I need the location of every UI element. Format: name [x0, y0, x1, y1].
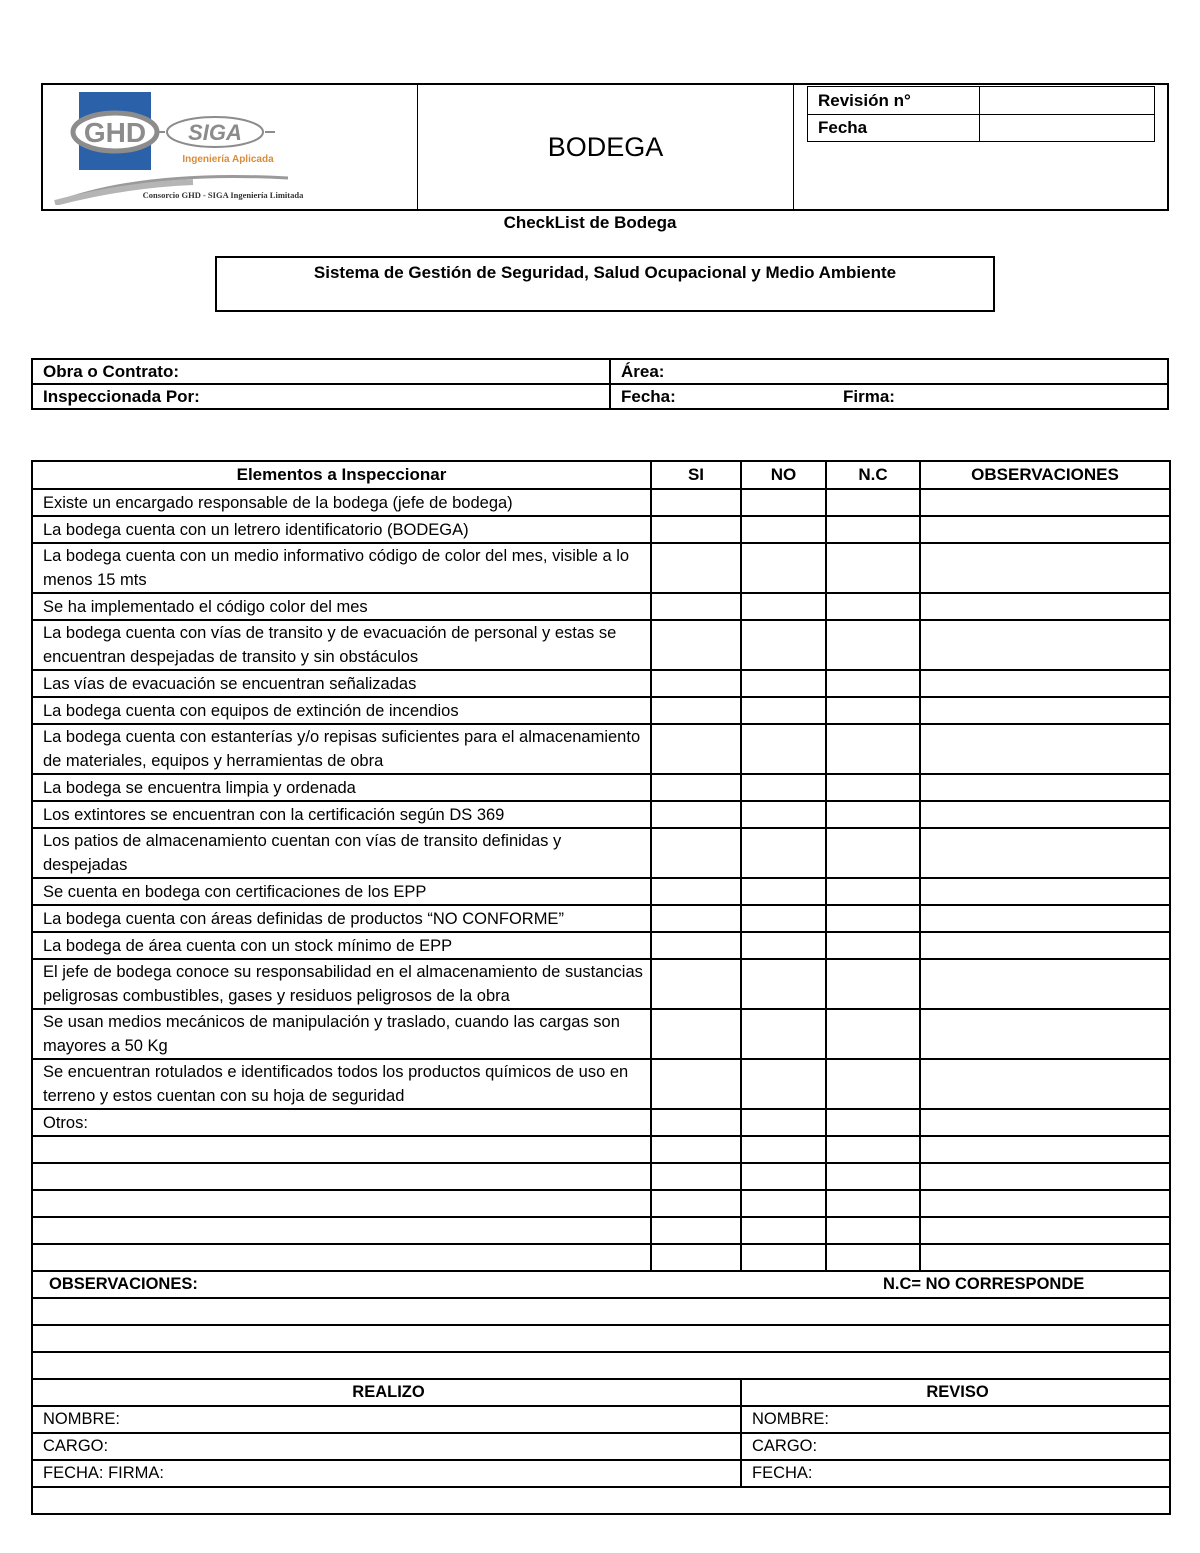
blank-cell[interactable] [741, 1244, 826, 1271]
nc-cell[interactable] [826, 1059, 920, 1109]
signature-blank-cell[interactable] [32, 1487, 1170, 1514]
blank-cell[interactable] [826, 1190, 920, 1217]
si-cell[interactable] [651, 878, 741, 905]
blank-row [32, 1217, 1170, 1244]
no-cell[interactable] [741, 1009, 826, 1059]
observaciones-cell[interactable] [920, 801, 1170, 828]
inspection-item: Se encuentran rotulados e identificados todos los productos químicos de uso en terreno y estos cuentan con su hoja de seguridad [32, 1059, 651, 1109]
si-cell[interactable] [651, 724, 741, 774]
blank-cell[interactable] [741, 1136, 826, 1163]
observaciones-cell[interactable] [920, 905, 1170, 932]
blank-cell[interactable] [651, 1163, 741, 1190]
blank-cell[interactable] [32, 1136, 651, 1163]
inspection-item: La bodega cuenta con estanterías y/o repisas suficientes para el almacenamiento de materiales, equipos y herramientas de obra [32, 724, 651, 774]
si-cell[interactable] [651, 697, 741, 724]
document-header [41, 83, 1169, 211]
no-cell[interactable] [741, 828, 826, 878]
observaciones-cell[interactable] [920, 593, 1170, 620]
inspeccionada-field[interactable]: Inspeccionada Por: [32, 384, 610, 409]
nc-note: N.C= NO CORRESPONDE [883, 1275, 1085, 1293]
no-cell[interactable] [741, 724, 826, 774]
si-cell[interactable] [651, 1009, 741, 1059]
observaciones-input[interactable] [32, 1325, 1170, 1352]
no-cell[interactable] [741, 516, 826, 543]
no-cell[interactable] [741, 620, 826, 670]
blank-cell[interactable] [741, 1217, 826, 1244]
si-cell[interactable] [651, 670, 741, 697]
blank-row [32, 1190, 1170, 1217]
observaciones-cell[interactable] [920, 828, 1170, 878]
logo-consortium-text: Consorcio GHD - SIGA Ingeniería Limitada [142, 190, 304, 200]
observaciones-cell[interactable] [920, 516, 1170, 543]
inspection-item: La bodega cuenta con equipos de extinción de incendios [32, 697, 651, 724]
blank-cell[interactable] [651, 1136, 741, 1163]
col-header-observaciones: OBSERVACIONES [920, 461, 1170, 489]
checklist-title: CheckList de Bodega [503, 213, 677, 232]
inspection-item: Los extintores se encuentran con la certificación según DS 369 [32, 801, 651, 828]
col-header-nc: N.C [826, 461, 920, 489]
signature-header-row [32, 1379, 1170, 1406]
blank-cell[interactable] [826, 1244, 920, 1271]
observaciones-label: OBSERVACIONES: [49, 1275, 198, 1293]
info-row [32, 359, 1168, 384]
no-cell[interactable] [741, 670, 826, 697]
revision-label: Revisión n° [808, 87, 980, 114]
blank-cell[interactable] [826, 1163, 920, 1190]
inspection-item: La bodega cuenta con áreas definidas de productos “NO CONFORME” [32, 905, 651, 932]
inspection-item: El jefe de bodega conoce su responsabilidad en el almacenamiento de sustancias peligrosas combustibles, gases y residuos peligrosos de la obra [32, 959, 651, 1009]
realizo-nombre[interactable]: NOMBRE: [32, 1406, 741, 1433]
area-field[interactable]: Área: [610, 359, 1168, 384]
no-cell[interactable] [741, 593, 826, 620]
si-cell[interactable] [651, 593, 741, 620]
reviso-nombre[interactable]: NOMBRE: [741, 1406, 1170, 1433]
si-cell[interactable] [651, 620, 741, 670]
nc-cell[interactable] [826, 489, 920, 516]
col-header-elements: Elementos a Inspeccionar [32, 461, 651, 489]
obra-field[interactable]: Obra o Contrato: [32, 359, 610, 384]
signature-row [32, 1433, 1170, 1460]
nc-cell[interactable] [826, 774, 920, 801]
observaciones-cell[interactable] [920, 774, 1170, 801]
logo-ghd-text: GHD [83, 117, 147, 148]
blank-row [32, 1244, 1170, 1271]
company-logo [53, 90, 353, 205]
col-header-si: SI [651, 461, 741, 489]
inspection-item: La bodega cuenta con un medio informativo código de color del mes, visible a lo menos 15 mts [32, 543, 651, 593]
blank-row [32, 1136, 1170, 1163]
nc-cell[interactable] [826, 959, 920, 1009]
realizo-header: REALIZO [32, 1379, 741, 1406]
reviso-fecha[interactable]: FECHA: [741, 1460, 1170, 1487]
si-cell[interactable] [651, 828, 741, 878]
table-row [32, 543, 1170, 593]
inspection-item: La bodega se encuentra limpia y ordenada [32, 774, 651, 801]
table-row [32, 620, 1170, 670]
date-label: Fecha [808, 114, 980, 141]
observaciones-cell [32, 1271, 1170, 1298]
blank-cell[interactable] [920, 1244, 1170, 1271]
observaciones-cell[interactable] [920, 670, 1170, 697]
nc-cell[interactable] [826, 801, 920, 828]
table-row [32, 878, 1170, 905]
nc-cell[interactable] [826, 724, 920, 774]
table-row [32, 1059, 1170, 1109]
inspection-item: Se cuenta en bodega con certificaciones de los EPP [32, 878, 651, 905]
si-cell[interactable] [651, 543, 741, 593]
table-header-row [32, 461, 1170, 489]
blank-cell[interactable] [826, 1136, 920, 1163]
table-row [32, 593, 1170, 620]
nc-cell[interactable] [826, 1109, 920, 1136]
table-row [32, 1009, 1170, 1059]
blank-cell[interactable] [920, 1136, 1170, 1163]
fecha-field[interactable]: Fecha: [610, 384, 833, 409]
logo-cell [43, 85, 418, 209]
observaciones-cell[interactable] [920, 959, 1170, 1009]
blank-cell[interactable] [32, 1244, 651, 1271]
no-cell[interactable] [741, 543, 826, 593]
blank-cell[interactable] [32, 1163, 651, 1190]
observaciones-cell[interactable] [920, 1059, 1170, 1109]
col-header-no: NO [741, 461, 826, 489]
observaciones-cell[interactable] [920, 489, 1170, 516]
no-cell[interactable] [741, 1109, 826, 1136]
blank-cell[interactable] [651, 1190, 741, 1217]
si-cell[interactable] [651, 959, 741, 1009]
logo-tagline: Ingeniería Aplicada [182, 154, 274, 165]
inspection-item: Otros: [32, 1109, 651, 1136]
si-cell[interactable] [651, 932, 741, 959]
nc-cell[interactable] [826, 905, 920, 932]
signature-row [32, 1406, 1170, 1433]
table-row [32, 516, 1170, 543]
observaciones-cell[interactable] [920, 1009, 1170, 1059]
signature-row [32, 1460, 1170, 1487]
table-row [32, 801, 1170, 828]
inspection-table [31, 460, 1171, 1515]
blank-cell[interactable] [651, 1244, 741, 1271]
inspection-item: La bodega de área cuenta con un stock mínimo de EPP [32, 932, 651, 959]
revision-box [807, 86, 1155, 142]
nc-cell[interactable] [826, 828, 920, 878]
blank-cell[interactable] [741, 1190, 826, 1217]
observaciones-row [32, 1271, 1170, 1298]
observaciones-input[interactable] [32, 1352, 1170, 1379]
table-row [32, 724, 1170, 774]
blank-cell[interactable] [826, 1217, 920, 1244]
no-cell[interactable] [741, 932, 826, 959]
observaciones-line [32, 1298, 1170, 1325]
no-cell[interactable] [741, 905, 826, 932]
reviso-cargo[interactable]: CARGO: [741, 1433, 1170, 1460]
observaciones-cell[interactable] [920, 620, 1170, 670]
blank-cell[interactable] [741, 1163, 826, 1190]
realizo-fecha-firma[interactable]: FECHA: FIRMA: [32, 1460, 741, 1487]
no-cell[interactable] [741, 489, 826, 516]
table-row [32, 905, 1170, 932]
inspection-item: Se usan medios mecánicos de manipulación y traslado, cuando las cargas son mayores a 50 Kg [32, 1009, 651, 1059]
no-cell[interactable] [741, 801, 826, 828]
no-cell[interactable] [741, 878, 826, 905]
nc-cell[interactable] [826, 1009, 920, 1059]
blank-cell[interactable] [651, 1217, 741, 1244]
system-title: Sistema de Gestión de Seguridad, Salud Ocupacional y Medio Ambiente [215, 256, 995, 312]
blank-cell[interactable] [32, 1190, 651, 1217]
document-title: BODEGA [418, 85, 794, 209]
blank-cell[interactable] [920, 1190, 1170, 1217]
date-row [808, 114, 1154, 141]
no-cell[interactable] [741, 774, 826, 801]
nc-cell[interactable] [826, 620, 920, 670]
si-cell[interactable] [651, 774, 741, 801]
observaciones-cell[interactable] [920, 932, 1170, 959]
table-row [32, 489, 1170, 516]
firma-field[interactable]: Firma: [833, 384, 1168, 409]
si-cell[interactable] [651, 516, 741, 543]
nc-cell[interactable] [826, 697, 920, 724]
nc-cell[interactable] [826, 593, 920, 620]
nc-cell[interactable] [826, 516, 920, 543]
si-cell[interactable] [651, 489, 741, 516]
signature-blank-row [32, 1487, 1170, 1514]
observaciones-line [32, 1352, 1170, 1379]
nc-cell[interactable] [826, 543, 920, 593]
observaciones-cell[interactable] [920, 697, 1170, 724]
reviso-header: REVISO [741, 1379, 1170, 1406]
observaciones-input[interactable] [32, 1298, 1170, 1325]
table-row [32, 697, 1170, 724]
realizo-cargo[interactable]: CARGO: [32, 1433, 741, 1460]
inspection-item: Existe un encargado responsable de la bodega (jefe de bodega) [32, 489, 651, 516]
observaciones-cell[interactable] [920, 724, 1170, 774]
inspection-item: La bodega cuenta con vías de transito y de evacuación de personal y estas se encuentran despejadas de transito y sin obstáculos [32, 620, 651, 670]
si-cell[interactable] [651, 1059, 741, 1109]
table-row [32, 932, 1170, 959]
observaciones-line [32, 1325, 1170, 1352]
no-cell[interactable] [741, 1059, 826, 1109]
no-cell[interactable] [741, 697, 826, 724]
inspection-item: La bodega cuenta con un letrero identificatorio (BODEGA) [32, 516, 651, 543]
blank-cell[interactable] [920, 1217, 1170, 1244]
table-row [32, 828, 1170, 878]
si-cell[interactable] [651, 905, 741, 932]
no-cell[interactable] [741, 959, 826, 1009]
observaciones-cell[interactable] [920, 1109, 1170, 1136]
inspection-item: Las vías de evacuación se encuentran señalizadas [32, 670, 651, 697]
si-cell[interactable] [651, 801, 741, 828]
si-cell[interactable] [651, 1109, 741, 1136]
blank-row [32, 1163, 1170, 1190]
revision-row [808, 87, 1154, 115]
table-row [32, 670, 1170, 697]
inspection-item: Los patios de almacenamiento cuentan con vías de transito definidas y despejadas [32, 828, 651, 878]
items-body [32, 489, 1170, 1136]
nc-cell[interactable] [826, 670, 920, 697]
blank-cell[interactable] [920, 1163, 1170, 1190]
inspection-item: Se ha implementado el código color del mes [32, 593, 651, 620]
info-row [32, 384, 1168, 409]
blank-cell[interactable] [32, 1217, 651, 1244]
table-row [32, 959, 1170, 1009]
observaciones-cell[interactable] [920, 878, 1170, 905]
info-table [31, 358, 1169, 410]
observaciones-cell[interactable] [920, 543, 1170, 593]
table-row [32, 1109, 1170, 1136]
nc-cell[interactable] [826, 878, 920, 905]
logo-siga-text: SIGA [188, 120, 242, 145]
nc-cell[interactable] [826, 932, 920, 959]
table-row [32, 774, 1170, 801]
